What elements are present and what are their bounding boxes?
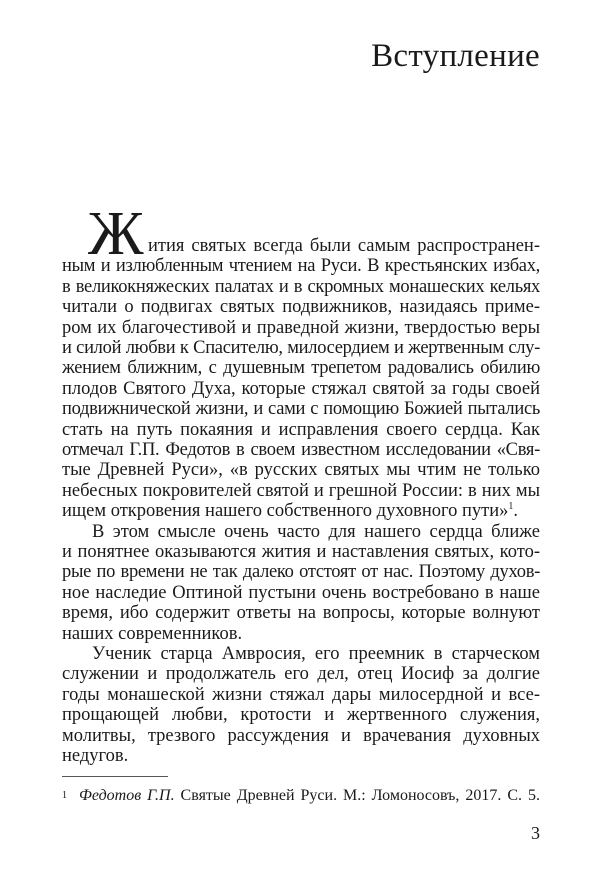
text-line: наших современников. bbox=[62, 624, 243, 644]
footnote-author: Федотов Г.П. bbox=[79, 787, 175, 804]
footnote bbox=[62, 786, 540, 806]
text-line: жением ближним, с душевным трепетом радовались обилию bbox=[62, 358, 540, 378]
text-line: служении и продолжатель его дел, отец Иосиф за долгие bbox=[62, 664, 540, 684]
text-line: подвижнической жизни, и сами с помощию Божией пытались bbox=[62, 399, 540, 419]
text-line: рые по времени не так далеко отстоят от нас. Поэтому духов- bbox=[62, 562, 540, 582]
text-line: стать на путь покаяния и исправления своего сердца. Как bbox=[62, 420, 540, 440]
text-line: отмечал Г.П. Федотов в своем известном исследовании «Свя- bbox=[62, 440, 540, 460]
text-line: недугов. bbox=[62, 746, 129, 766]
text-line: ром их благочестивой и праведной жизни, твердостью веры bbox=[62, 318, 540, 338]
text-line-content: ищем откровения нашего собственного духовного пути» bbox=[62, 501, 509, 521]
footnote-divider bbox=[62, 776, 168, 777]
footnote-ref[interactable]: 1 bbox=[508, 500, 514, 512]
footnote-mark: 1 bbox=[62, 790, 67, 801]
text-line: в великокняжеских палатах и в скромных монашеских кельях bbox=[62, 277, 540, 297]
text-line: ное наследие Оптиной пустыни очень востребовано в наше bbox=[62, 583, 540, 603]
text-line: В этом смысле очень часто для нашего сердца ближе bbox=[92, 522, 540, 542]
text-line: плодов Святого Духа, которые стяжал святой за годы своей bbox=[62, 379, 540, 399]
text-line: время, ибо содержит ответы на вопросы, которые волнуют bbox=[62, 603, 540, 623]
period: . bbox=[513, 501, 519, 521]
text-line bbox=[62, 501, 540, 521]
text-line: годы монашеской жизни стяжал дары милосердной и все- bbox=[62, 685, 540, 705]
text-line: ным и излюбленным чтением на Руси. В крестьянских избах, bbox=[62, 256, 540, 276]
drop-cap: Ж bbox=[88, 200, 144, 268]
text-line: прощающей любви, кротости и жертвенного служения, bbox=[62, 705, 540, 725]
footnote-text: Святые Древней Руси. М.: Ломоносовъ, 2017. С. 5. bbox=[174, 787, 541, 804]
text-line: и понятнее оказываются жития и наставления святых, кото- bbox=[62, 542, 540, 562]
chapter-title: Вступление bbox=[371, 38, 540, 74]
text-line: читали о подвигах святых подвижников, назидаясь приме- bbox=[62, 297, 540, 317]
text-line: Ученик старца Амвросия, его преемник в старческом bbox=[92, 644, 540, 664]
text-line: молитвы, трезвого рассуждения и врачевания духовных bbox=[62, 726, 540, 746]
text-line: ития святых всегда были самым распространен- bbox=[148, 236, 540, 256]
text-line: небесных покровителей святой и грешной России: в них мы bbox=[62, 481, 540, 501]
text-line: и силой любви к Спасителю, милосердием и жертвенным слу- bbox=[62, 338, 540, 358]
page-number: 3 bbox=[531, 823, 540, 843]
text-line: тые Древней Руси», «в русских святых мы чтим не только bbox=[62, 460, 540, 480]
